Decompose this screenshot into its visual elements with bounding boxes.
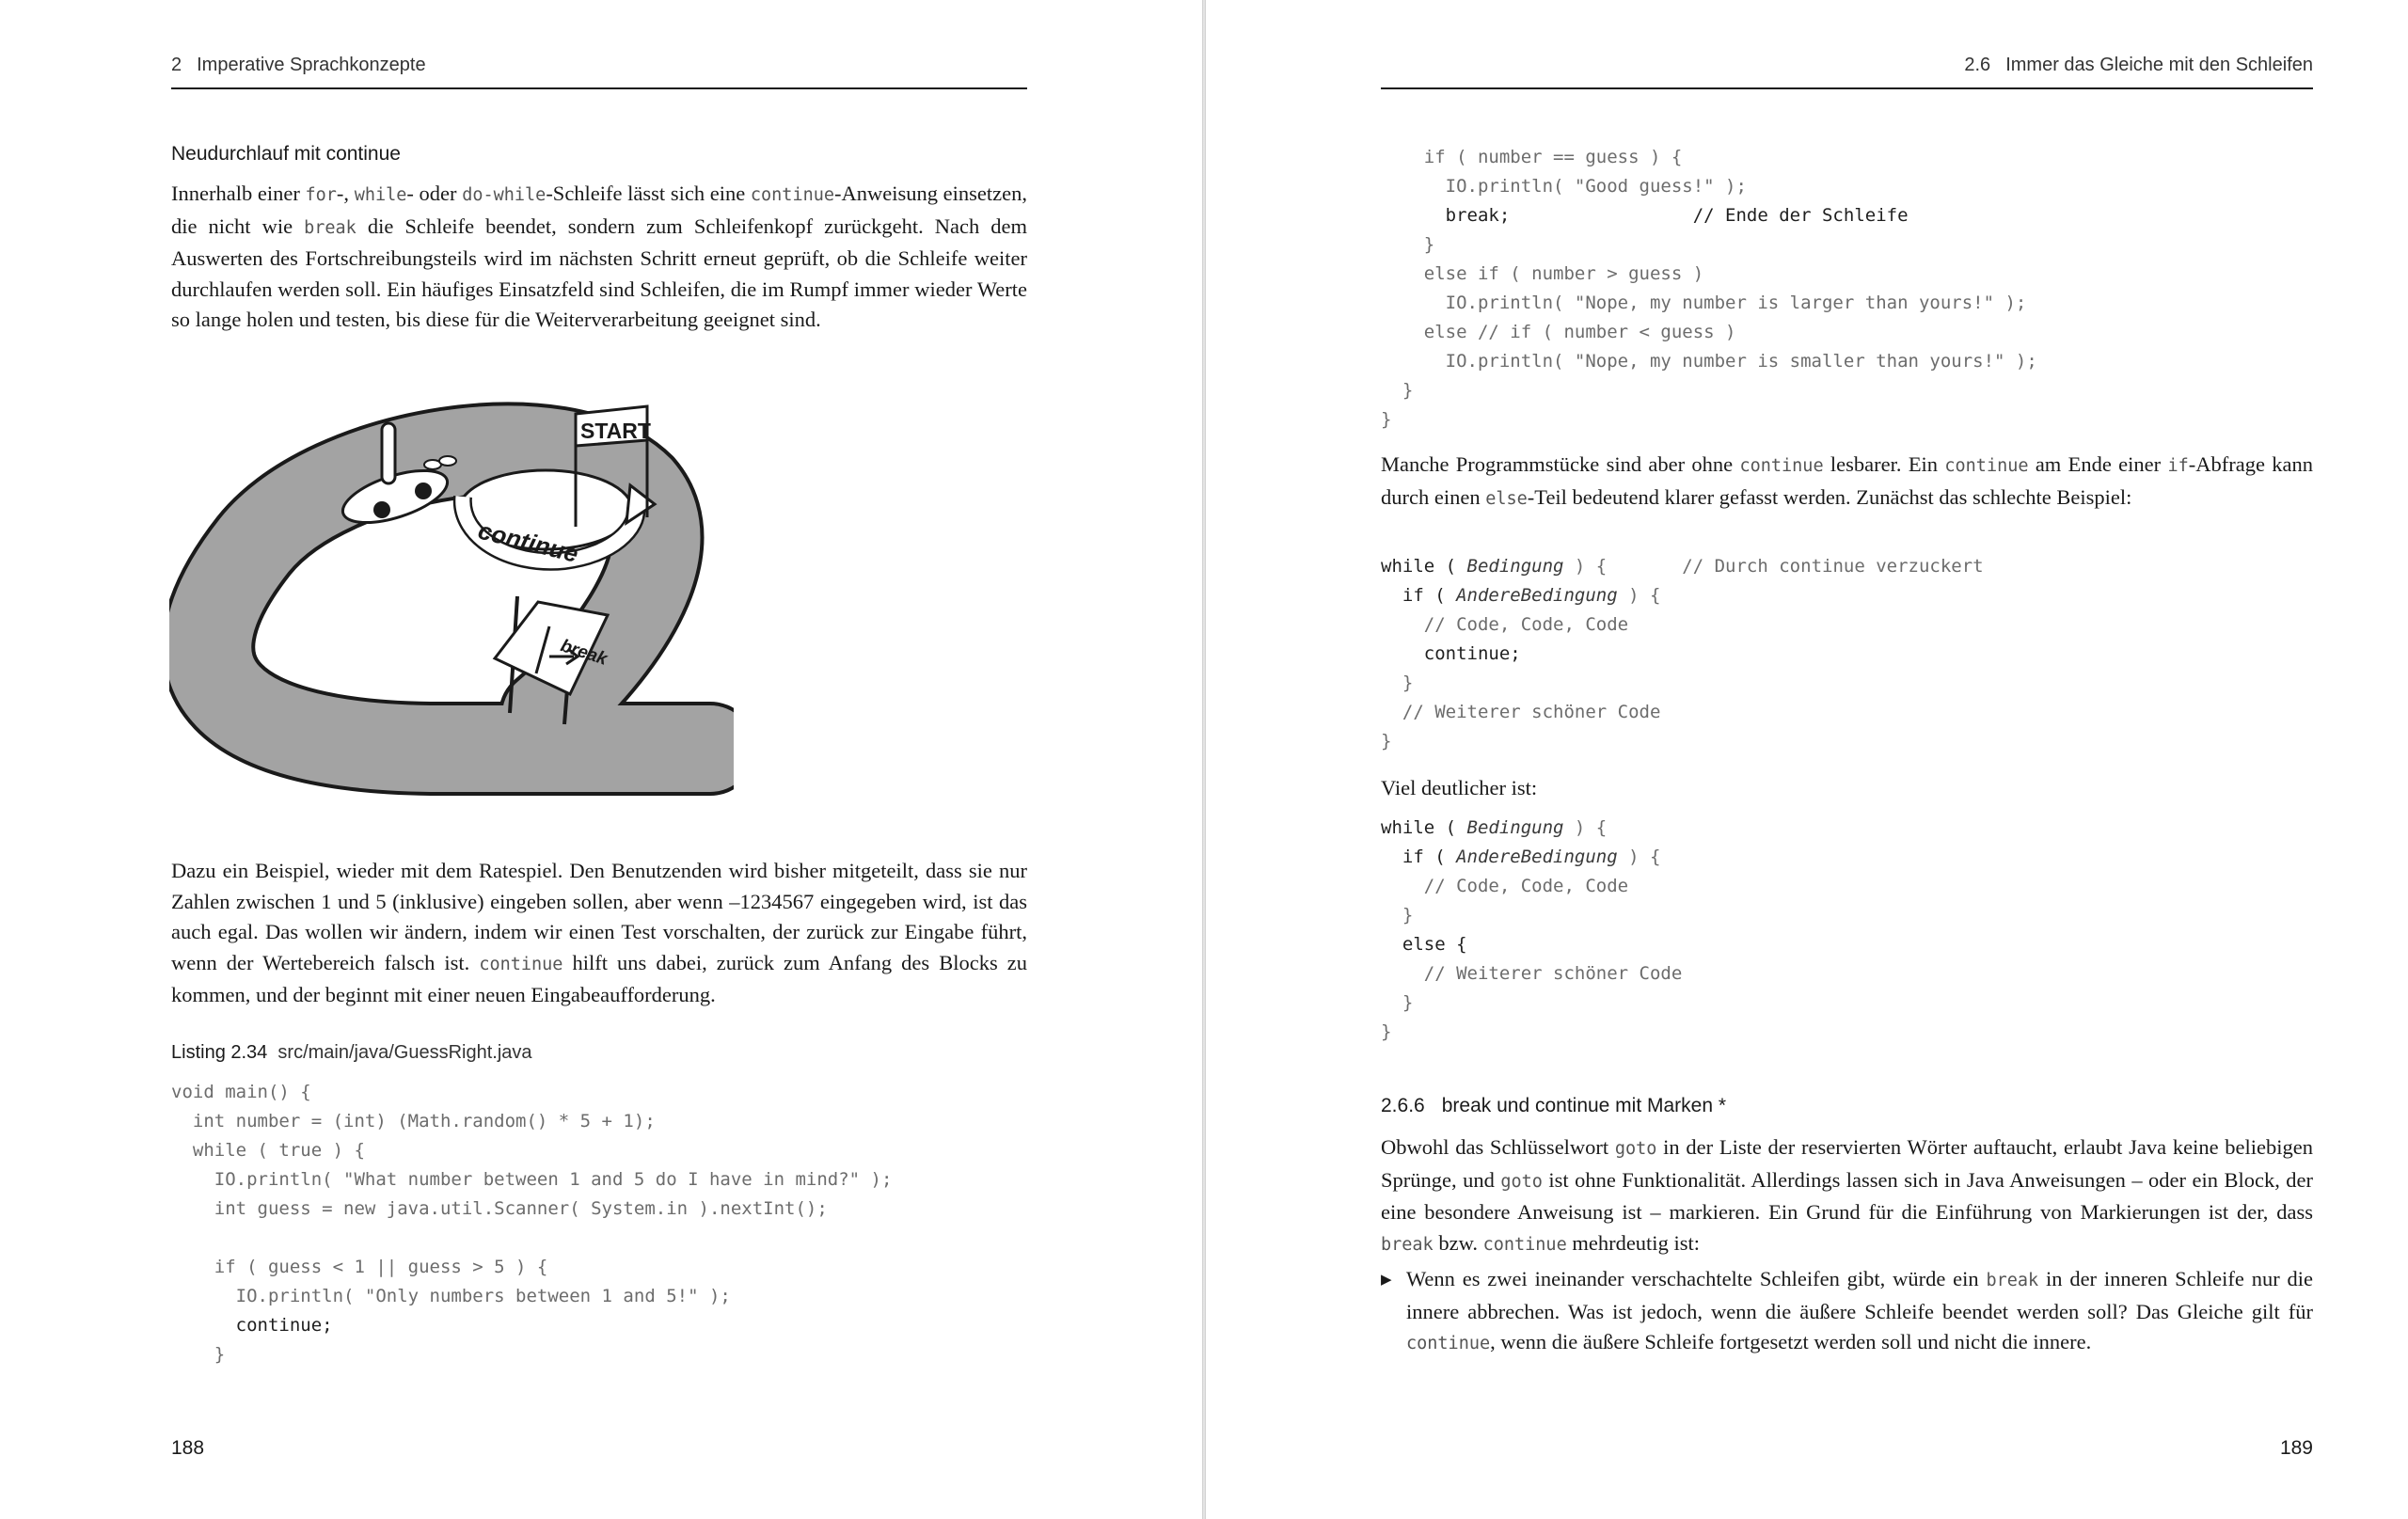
listing-path: src/main/java/GuessRight.java (277, 1042, 532, 1063)
code-line: if ( number == guess ) { (1381, 147, 1683, 167)
header-rule (171, 87, 1027, 89)
header-rule (1381, 87, 2313, 89)
code-continuation-block (1381, 143, 2037, 435)
code-line: else // if ( number < guess ) (1381, 322, 1736, 342)
code-line: IO.println( "Good guess!" ); (1381, 176, 1747, 197)
code-line: IO.println( "Nope, my number is larger than yours!" ); (1381, 293, 2027, 313)
running-head-left (171, 55, 426, 76)
code-line: void main() { (171, 1082, 311, 1102)
code-line: while ( true ) { (171, 1140, 365, 1161)
code-line: IO.println( "Nope, my number is smaller than yours!" ); (1381, 351, 2037, 372)
code-line: break; // Ende der Schleife (1381, 205, 1909, 226)
chapter-title: Imperative Sprachkonzepte (197, 55, 426, 75)
bullet-marker: ▶ (1381, 1273, 1392, 1288)
break-sign-text: break (558, 636, 610, 670)
page-number-right: 189 (2279, 1437, 2313, 1459)
page-number-left: 188 (171, 1437, 205, 1459)
left-page (0, 0, 1202, 1519)
code-line: else if ( number > guess ) (1381, 263, 1704, 284)
start-sign-text: START (580, 419, 651, 443)
bad-example-code-block: while ( Bedingung ) { // Durch continue verzuckert if ( AndereBedingung ) { // Code, Code, Code continue; } // Weiterer schöner Code } (1381, 556, 1984, 752)
code-line: } (1381, 234, 1435, 255)
bullet-item: Wenn es zwei ineinander verschachtelte Schleifen gibt, würde ein break in der inneren Schleife nur die innere abbrechen. Was ist jedoch, wenn die äußere Schleife beendet werden soll? Das Gleiche gilt für continue, wenn die äußere Schleife fortgesetzt werden soll und nicht die innere. (1406, 1267, 2313, 1353)
code-line: } (1381, 409, 1392, 430)
good-example-code-block: while ( Bedingung ) { if ( AndereBedingung ) { // Code, Code, Code } else { // Weiterer schöner Code } } (1381, 817, 1683, 1042)
subsection-title: break und continue mit Marken * (1441, 1095, 1727, 1116)
right-page (1206, 0, 2408, 1519)
code-line: } (1381, 380, 1414, 401)
chapter-number: 2 (171, 55, 182, 75)
track-label-continue: continue (475, 515, 581, 568)
subsection-heading (1381, 1095, 1726, 1117)
listing-code-block (171, 1078, 892, 1369)
continue-race-track-illustration (169, 386, 734, 809)
code-line (171, 1224, 892, 1253)
running-head-right (1964, 55, 2313, 76)
listing-caption (171, 1042, 532, 1064)
section-heading: Neudurchlauf mit continue (171, 143, 401, 165)
code-line: } (171, 1344, 226, 1365)
code-line: IO.println( "What number between 1 and 5 do I have in mind?" ); (171, 1169, 893, 1190)
section-number: 2.6 (1964, 55, 1991, 75)
code-line: if ( guess < 1 || guess > 5 ) { (171, 1257, 548, 1277)
example-paragraph: Dazu ein Beispiel, wieder mit dem Ratespiel. Den Benutzenden wird bisher mitgeteilt, dass sie nur Zahlen zwischen 1 und 5 (inklusive) eingeben sollen, aber wenn –1234567 eingegeben wird, ist das auch egal. Das wollen wir ändern, indem wir einen Test vorschalten, der zurück zur Eingabe führt, wenn der Wertebereich falsch ist. continue hilft uns dabei, zurück zum Anfang des Blocks zu kommen, und der beginnt mit einer neuen Eingabeaufforderung. (171, 859, 1027, 1006)
code-line: continue; (171, 1315, 333, 1336)
clearer-label: Viel deutlicher ist: (1381, 776, 1538, 799)
listing-label: Listing 2.34 (171, 1042, 268, 1063)
readability-paragraph: Manche Programmstücke sind aber ohne continue lesbarer. Ein continue am Ende einer if-Abfrage kann durch einen else-Teil bedeutend klarer gefasst werden. Zunächst das schlechte Beispiel: (1381, 452, 2314, 509)
code-line: int number = (int) (Math.random() * 5 + 1); (171, 1111, 656, 1131)
labels-paragraph: Obwohl das Schlüsselwort goto in der Liste der reservierten Wörter auftaucht, erlaubt Java keine beliebigen Sprünge, und goto ist ohne Funktionalität. Allerdings lassen sich in Java Anweisungen – oder ein Block, der eine besondere Anweisung ist – markieren. Ein Grund für die Einführung von Markierungen ist der, dass break bzw. continue mehrdeutig ist: (1381, 1135, 2314, 1255)
intro-paragraph: Innerhalb einer for-, while- oder do-while-Schleife lässt sich eine continue-Anweisung einsetzen, die nicht wie break die Schleife beendet, sondern zum Schleifenkopf zurückgeht. Nach dem Auswerten des Fortschreibungsteils wird im nächsten Schritt erneut geprüft, ob die Schleife weiter durchlaufen werden soll. Ein häufiges Einsatzfeld sind Schleifen, die im Rumpf immer wieder Werte so lange holen und testen, bis diese für die Weiterverarbeitung geeignet sind. (171, 182, 1027, 331)
section-title: Immer das Gleiche mit den Schleifen (2005, 55, 2313, 75)
code-line: int guess = new java.util.Scanner( System.in ).nextInt(); (171, 1198, 828, 1219)
code-line: IO.println( "Only numbers between 1 and 5!" ); (171, 1286, 731, 1306)
subsection-number: 2.6.6 (1381, 1095, 1425, 1116)
